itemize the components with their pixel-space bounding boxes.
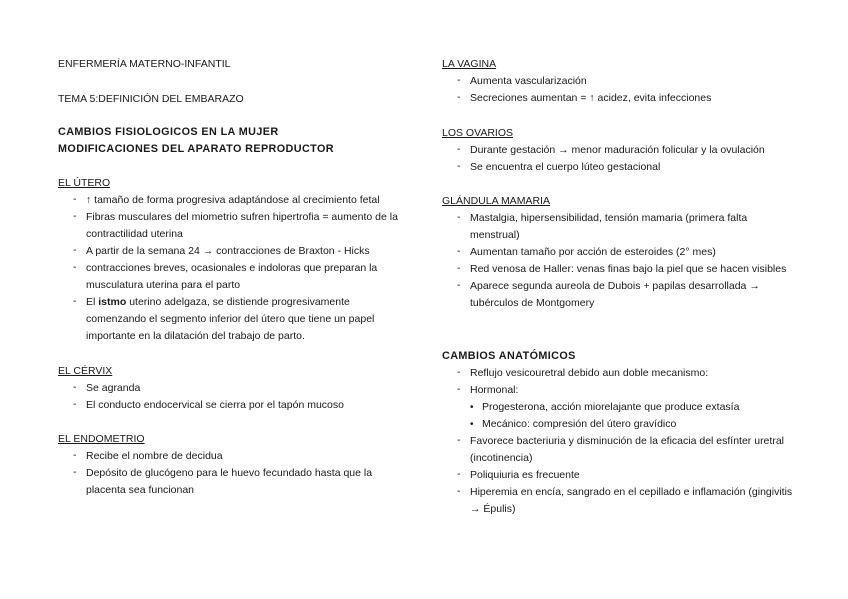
course-title: ENFERMERÍA MATERNO-INFANTIL: [58, 58, 231, 70]
hormonal-sublist: [470, 399, 794, 433]
list-item: - Aparece segunda aureola de Dubois + papilas desarrollada → tubérculos de Montgomery: [442, 278, 794, 312]
list-item-istmo: [58, 294, 410, 345]
section-title-ovarios: LOS OVARIOS: [442, 127, 513, 139]
list-item-hormonal: [442, 382, 794, 433]
list-item: - Favorece bacteriuria y disminución de la eficacia del esfínter uretral (incotinencia): [442, 433, 794, 467]
list-item: - Secreciones aumentan = ↑ acidez, evita infecciones: [442, 90, 794, 107]
list-item: - Poliquiuria es frecuente: [442, 467, 794, 484]
list-item: - Durante gestación → menor maduración folicular y la ovulación: [442, 142, 794, 159]
cervix-list: [58, 380, 410, 414]
hormonal-label: Hormonal:: [470, 384, 519, 396]
main-heading-line1: CAMBIOS FISIOLOGICOS EN LA MUJER: [58, 126, 279, 138]
list-item: - Fibras musculares del miometrio sufren hipertrofia = aumento de la contractilidad uterina: [58, 209, 410, 243]
mamaria-list: [442, 210, 794, 312]
section-title-cervix: EL CÉRVIX: [58, 365, 113, 377]
list-item: - Aumentan tamaño por acción de esteroides (2° mes): [442, 244, 794, 261]
list-item: - Red venosa de Haller: venas finas bajo la piel que se hacen visibles: [442, 261, 794, 278]
section-title-anatomicos: CAMBIOS ANATÓMICOS: [442, 350, 576, 362]
list-item: - Depósito de glucógeno para le huevo fecundado hasta que la placenta sea funcionan: [58, 465, 410, 499]
list-item: - El conducto endocervical se cierra por el tapón mucoso: [58, 397, 410, 414]
endometrio-list: [58, 448, 410, 499]
sub-list-item: • Progesterona, acción miorelajante que produce extasía: [470, 399, 794, 416]
utero-list: [58, 192, 410, 345]
list-item: - Se encuentra el cuerpo lúteo gestacional: [442, 159, 794, 176]
list-item: - Reflujo vesicouretral debido aun doble mecanismo:: [442, 365, 794, 382]
section-title-vagina: LA VAGINA: [442, 58, 497, 70]
sub-list-item: • Mecánico: compresión del útero gravídico: [470, 416, 794, 433]
list-item: - ↑ tamaño de forma progresiva adaptándose al crecimiento fetal: [58, 192, 410, 209]
list-item: - Recibe el nombre de decidua: [58, 448, 410, 465]
vagina-list: [442, 73, 794, 107]
list-item: - contracciones breves, ocasionales e indoloras que preparan la musculatura uterina para el parto: [58, 260, 410, 294]
istmo-post: uterino adelgaza, se distiende progresivamente comenzando el segmento inferior del útero que tiene un papel importante en la dilatación del trabajo de parto.: [86, 296, 375, 342]
istmo-pre: El: [86, 296, 99, 308]
istmo-bold: istmo: [98, 296, 127, 308]
ovarios-list: [442, 142, 794, 176]
main-heading-line2: MODIFICACIONES DEL APARATO REPRODUCTOR: [58, 143, 334, 155]
section-title-endometrio: EL ENDOMETRIO: [58, 433, 145, 445]
list-item: - Mastalgia, hipersensibilidad, tensión mamaria (primera falta menstrual): [442, 210, 794, 244]
list-item: - Hiperemia en encía, sangrado en el cepillado e inflamación (gingivitis → Épulis): [442, 484, 794, 518]
anatomicos-list: [442, 365, 794, 518]
list-item: - Aumenta vascularización: [442, 73, 794, 90]
topic-title: TEMA 5:DEFINICIÓN DEL EMBARAZO: [58, 93, 244, 105]
list-item: - A partir de la semana 24 → contracciones de Braxton - Hicks: [58, 243, 410, 260]
section-title-mamaria: GLÁNDULA MAMARIA: [442, 195, 550, 207]
section-title-utero: EL ÚTERO: [58, 177, 111, 189]
list-item: - Se agranda: [58, 380, 410, 397]
